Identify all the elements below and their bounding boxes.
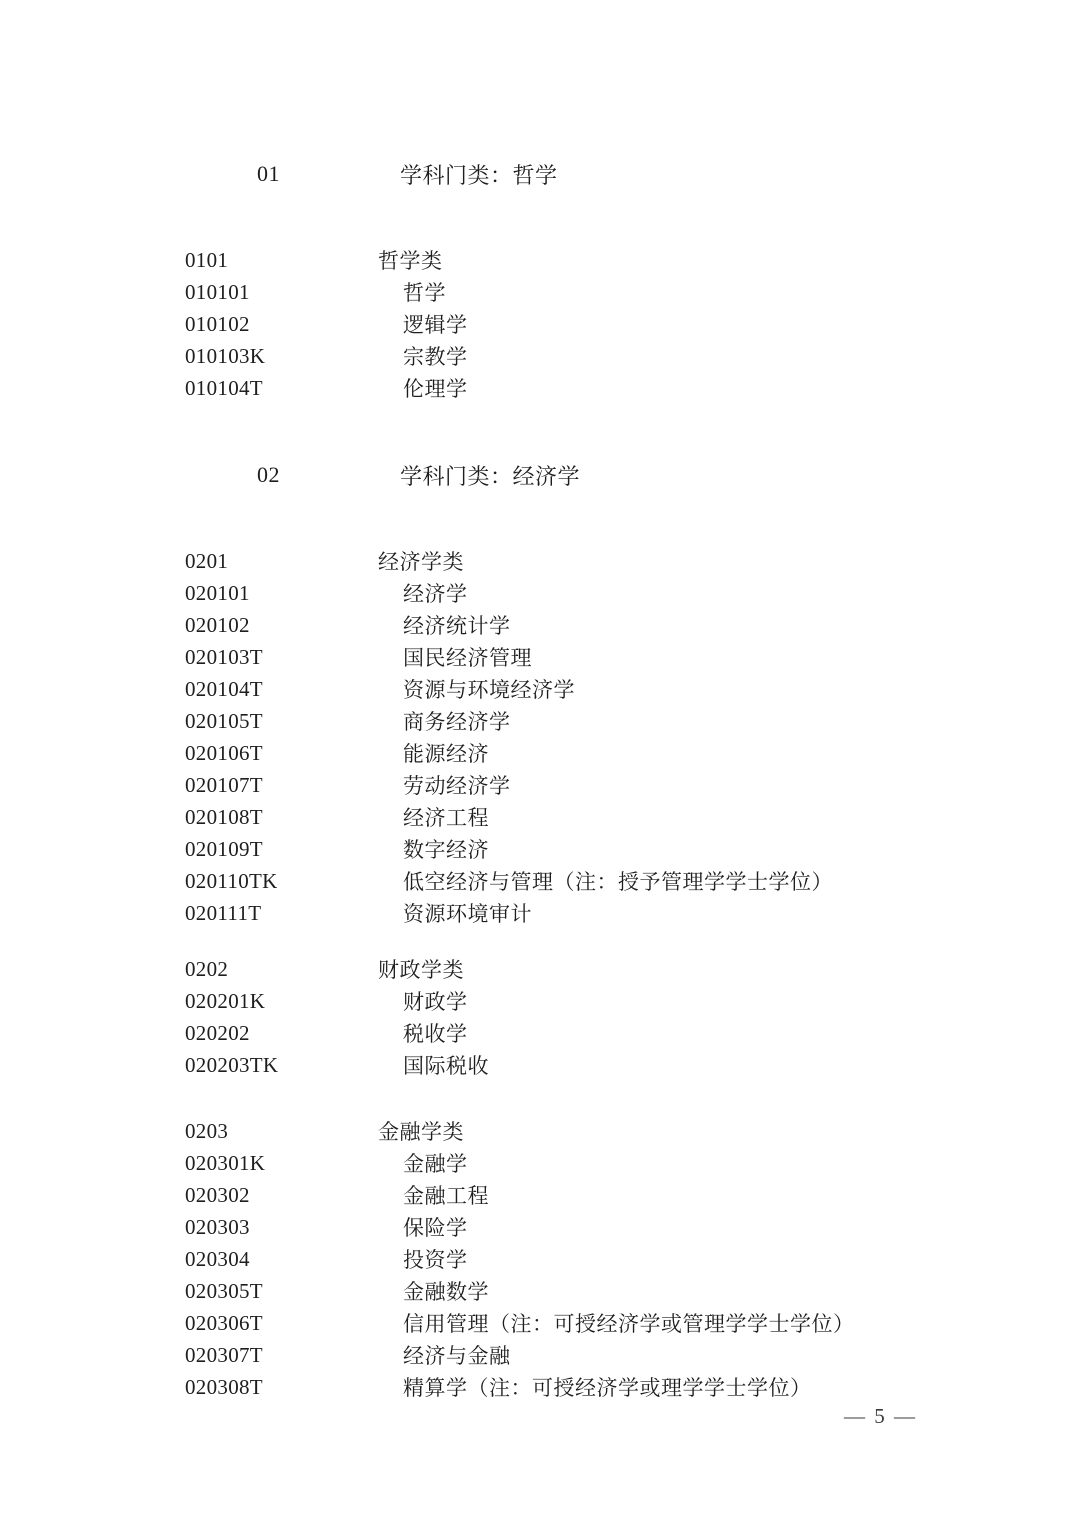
category-row — [185, 545, 1020, 577]
major-code: 020105T — [185, 708, 263, 733]
major-row — [185, 673, 1020, 705]
major-row — [185, 705, 1020, 737]
major-row — [185, 801, 1020, 833]
major-name: 能源经济 — [403, 742, 489, 766]
major-name: 宗教学 — [403, 345, 468, 369]
major-code: 020305T — [185, 1278, 263, 1303]
major-code: 020304 — [185, 1246, 250, 1271]
major-name: 低空经济与管理（注：授予管理学学士学位） — [403, 870, 833, 894]
major-row — [185, 833, 1020, 865]
major-row — [185, 1243, 1020, 1275]
major-row — [185, 276, 1020, 308]
major-name: 金融工程 — [403, 1184, 489, 1208]
category-name: 经济学类 — [378, 550, 464, 574]
major-row — [185, 641, 1020, 673]
major-code: 020308T — [185, 1374, 263, 1399]
major-name: 经济工程 — [403, 806, 489, 830]
major-code: 020103T — [185, 644, 263, 669]
category-row — [185, 1115, 1020, 1147]
major-name: 税收学 — [403, 1022, 468, 1046]
major-name: 数字经济 — [403, 838, 489, 862]
major-code: 020110TK — [185, 868, 278, 893]
major-row — [185, 372, 1020, 404]
category-code: 0201 — [185, 548, 229, 573]
major-row — [185, 308, 1020, 340]
discipline-section — [185, 459, 1020, 1403]
major-row — [185, 1017, 1020, 1049]
major-code: 020101 — [185, 580, 250, 605]
major-code: 020303 — [185, 1214, 250, 1239]
category-code: 0101 — [185, 247, 229, 272]
major-name: 经济统计学 — [403, 614, 511, 638]
major-name: 经济学 — [403, 582, 468, 606]
major-row — [185, 985, 1020, 1017]
major-name: 信用管理（注：可授经济学或管理学学士学位） — [403, 1312, 855, 1336]
major-row — [185, 769, 1020, 801]
major-code: 020301K — [185, 1150, 266, 1175]
section-header — [185, 459, 1020, 491]
category-group — [185, 545, 1020, 929]
major-row — [185, 865, 1020, 897]
major-code: 010103K — [185, 343, 266, 368]
major-code: 020108T — [185, 804, 263, 829]
major-row — [185, 609, 1020, 641]
major-row — [185, 897, 1020, 929]
major-row — [185, 1211, 1020, 1243]
major-code: 020109T — [185, 836, 263, 861]
major-code: 010101 — [185, 279, 250, 304]
major-row — [185, 1371, 1020, 1403]
major-code: 020307T — [185, 1342, 263, 1367]
category-group — [185, 953, 1020, 1081]
major-name: 金融数学 — [403, 1280, 489, 1304]
category-name: 哲学类 — [378, 249, 443, 273]
major-name: 投资学 — [403, 1248, 468, 1272]
major-code: 010104T — [185, 375, 263, 400]
category-group — [185, 1115, 1020, 1403]
category-code: 0202 — [185, 956, 229, 981]
major-name: 精算学（注：可授经济学或理学学士学位） — [403, 1376, 812, 1400]
major-code: 020203TK — [185, 1052, 279, 1077]
major-code: 020102 — [185, 612, 250, 637]
major-code: 020106T — [185, 740, 263, 765]
section-code: 01 — [257, 161, 280, 186]
major-row — [185, 1307, 1020, 1339]
discipline-section — [185, 158, 1020, 404]
major-code: 020111T — [185, 900, 262, 925]
major-name: 伦理学 — [403, 377, 468, 401]
major-row — [185, 1339, 1020, 1371]
major-name: 劳动经济学 — [403, 774, 511, 798]
major-code: 010102 — [185, 311, 250, 336]
major-code: 020201K — [185, 988, 266, 1013]
major-name: 逻辑学 — [403, 313, 468, 337]
section-title: 学科门类：哲学 — [400, 162, 558, 188]
major-name: 保险学 — [403, 1216, 468, 1240]
major-row — [185, 1275, 1020, 1307]
major-name: 哲学 — [403, 281, 446, 305]
section-code: 02 — [257, 462, 280, 487]
major-name: 商务经济学 — [403, 710, 511, 734]
category-row — [185, 244, 1020, 276]
major-row — [185, 1049, 1020, 1081]
page-number: — 5 — — [844, 1404, 917, 1428]
major-row — [185, 577, 1020, 609]
category-code: 0203 — [185, 1118, 229, 1143]
major-code: 020104T — [185, 676, 263, 701]
major-name: 资源环境审计 — [403, 902, 532, 926]
major-row — [185, 340, 1020, 372]
category-group — [185, 244, 1020, 404]
major-name: 国际税收 — [403, 1054, 489, 1078]
major-row — [185, 1179, 1020, 1211]
major-name: 金融学 — [403, 1152, 468, 1176]
major-name: 国民经济管理 — [403, 646, 532, 670]
major-code: 020107T — [185, 772, 263, 797]
major-code: 020202 — [185, 1020, 250, 1045]
section-title: 学科门类：经济学 — [400, 463, 581, 489]
category-row — [185, 953, 1020, 985]
major-name: 经济与金融 — [403, 1344, 511, 1368]
major-code: 020302 — [185, 1182, 250, 1207]
major-code: 020306T — [185, 1310, 263, 1335]
section-header — [185, 158, 1020, 190]
category-name: 财政学类 — [378, 958, 464, 982]
document-body — [185, 158, 1020, 1403]
major-name: 财政学 — [403, 990, 468, 1014]
major-name: 资源与环境经济学 — [403, 678, 575, 702]
major-row — [185, 1147, 1020, 1179]
category-name: 金融学类 — [378, 1120, 464, 1144]
major-row — [185, 737, 1020, 769]
